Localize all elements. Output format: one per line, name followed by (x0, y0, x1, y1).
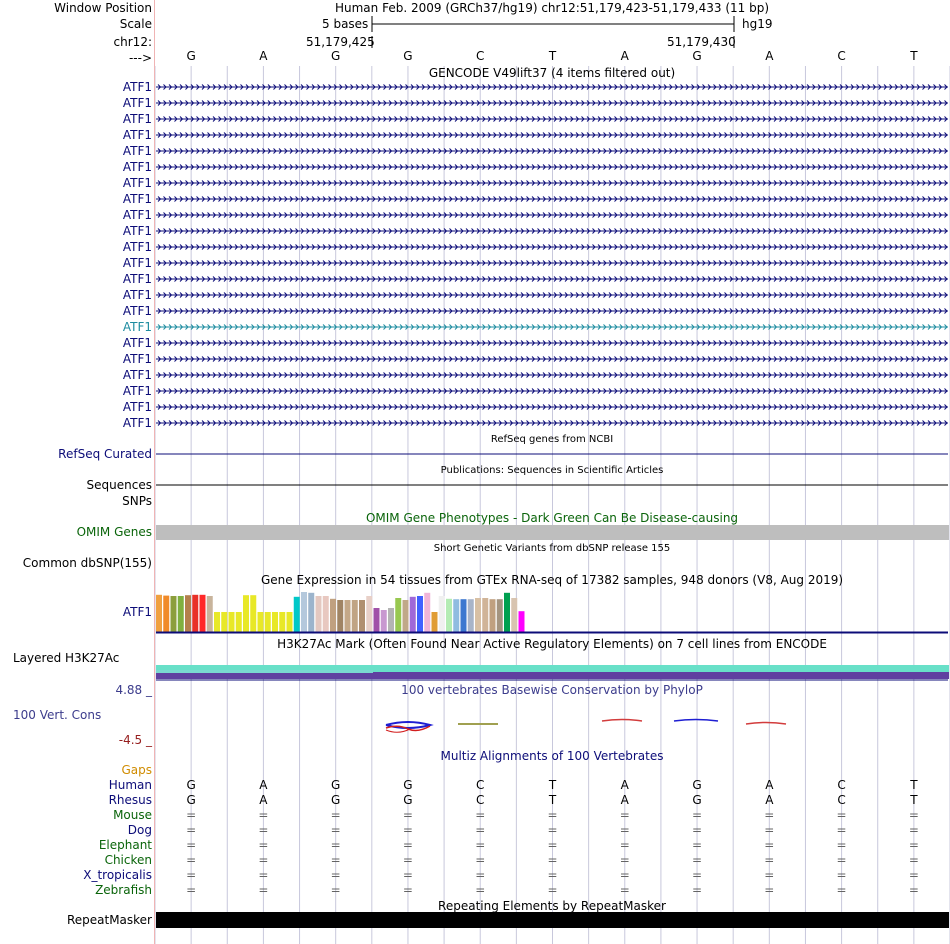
alignment-base: = (836, 883, 847, 897)
window-position-label: Window Position (54, 1, 152, 15)
base-letter: G (186, 49, 196, 63)
alignment-base: = (836, 838, 847, 852)
gtex-bar (519, 611, 525, 632)
cons-track-title: 100 vertebrates Basewise Conservation by PhyloP (401, 683, 703, 697)
alignment-base: = (908, 838, 919, 852)
gencode-gene-label[interactable]: ATF1 (122, 208, 152, 222)
base-letter: G (331, 49, 341, 63)
alignment-base: = (692, 808, 703, 822)
omim-track-title: OMIM Gene Phenotypes - Dark Green Can Be Disease-causing (365, 511, 739, 525)
alignment-base: = (764, 853, 775, 867)
species-label[interactable]: Rhesus (108, 793, 152, 807)
alignment-base: T (548, 793, 557, 807)
alignment-base: = (547, 823, 558, 837)
gtex-bar (468, 599, 474, 632)
gencode-gene-label[interactable]: ATF1 (122, 320, 152, 334)
alignment-base: G (692, 778, 702, 792)
alignment-base: = (908, 808, 919, 822)
gtex-bar (214, 612, 220, 632)
species-label[interactable]: Human (108, 778, 152, 792)
gencode-gene-label[interactable]: ATF1 (122, 176, 152, 190)
cons-mark (386, 729, 410, 732)
gaps-label[interactable]: Gaps (121, 763, 152, 777)
gtex-bar (178, 596, 184, 632)
gtex-bar (482, 598, 488, 632)
alignment-base: = (619, 883, 630, 897)
gtex-bar (374, 608, 380, 632)
alignment-base: = (908, 868, 919, 882)
gtex-track-title: Gene Expression in 54 tissues from GTEx RNA-seq of 17382 samples, 948 donors (V8, Aug 2019) (260, 573, 844, 587)
gtex-bar (330, 599, 336, 632)
cons-max-label: 4.88 _ (115, 683, 152, 697)
gtex-bar (439, 596, 445, 632)
gencode-gene-label[interactable]: ATF1 (122, 144, 152, 158)
gtex-bar (229, 612, 235, 632)
gtex-bar (432, 612, 438, 632)
snps-track-label[interactable]: SNPs (122, 494, 152, 508)
gtex-bar (403, 600, 409, 632)
alignment-base: = (475, 808, 486, 822)
species-label[interactable]: Elephant (98, 838, 152, 852)
alignment-base: = (402, 808, 413, 822)
base-letter: T (548, 49, 557, 63)
alignment-base: = (764, 808, 775, 822)
gtex-bar (352, 600, 358, 632)
gtex-bar (461, 599, 467, 632)
dbsnp-track-title: Short Genetic Variants from dbSNP release 155 (433, 543, 671, 554)
alignment-base: = (619, 808, 630, 822)
gencode-gene-label[interactable]: ATF1 (122, 96, 152, 110)
alignment-base: A (620, 793, 629, 807)
alignment-base: = (547, 883, 558, 897)
alignment-base: G (331, 778, 341, 792)
alignment-base: A (259, 793, 268, 807)
gencode-gene-label[interactable]: ATF1 (122, 288, 152, 302)
gencode-gene-label[interactable]: ATF1 (122, 400, 152, 414)
alignment-base: T (910, 793, 918, 807)
gencode-gene-label[interactable]: ATF1 (122, 192, 152, 206)
gencode-gene-label[interactable]: ATF1 (122, 224, 152, 238)
alignment-base: = (402, 823, 413, 837)
gencode-gene-label[interactable]: ATF1 (122, 368, 152, 382)
gtex-bar (308, 593, 314, 632)
gtex-bar (258, 612, 264, 632)
alignment-base: = (186, 883, 197, 897)
omim-track-label[interactable]: OMIM Genes (76, 525, 152, 539)
alignment-base: = (908, 883, 919, 897)
alignment-base: = (258, 883, 269, 897)
alignment-base: = (764, 823, 775, 837)
alignment-base: = (619, 853, 630, 867)
omim-bar (156, 525, 949, 540)
gtex-bar (250, 595, 256, 632)
gtex-bar (381, 610, 387, 632)
alignment-base: T (910, 778, 918, 792)
gtex-bar (192, 595, 198, 632)
alignment-base: = (475, 853, 486, 867)
gencode-track-title: GENCODE V49lift37 (4 items filtered out) (428, 66, 676, 80)
base-letter: C (476, 49, 485, 63)
gtex-bar (497, 599, 503, 632)
h3k27ac-track-title: H3K27Ac Mark (Often Found Near Active Regulatory Elements) on 7 cell lines from ENCODE (277, 637, 827, 651)
alignment-base: = (547, 838, 558, 852)
alignment-base: G (403, 793, 413, 807)
gtex-bar (337, 600, 343, 632)
gencode-gene-label[interactable]: ATF1 (122, 416, 152, 430)
alignment-base: = (330, 808, 341, 822)
coord-right: 51,179,430 (667, 35, 736, 49)
gtex-bar (221, 612, 227, 632)
alignment-base: = (619, 868, 630, 882)
repeatmasker-bar (156, 912, 949, 928)
repeatmasker-track-label[interactable]: RepeatMasker (66, 913, 152, 927)
cons-mark (674, 720, 718, 722)
dbsnp-track-label[interactable]: Common dbSNP(155) (22, 556, 152, 570)
alignment-base: = (475, 838, 486, 852)
gtex-bar (475, 598, 481, 632)
alignment-base: = (258, 823, 269, 837)
chrom-label: chr12: (113, 35, 152, 49)
gtex-bar (200, 595, 206, 632)
alignment-base: G (692, 793, 702, 807)
alignment-base: = (475, 868, 486, 882)
refseq-track-title: RefSeq genes from NCBI (490, 434, 614, 445)
assembly-text: hg19 (742, 17, 773, 31)
alignment-base: A (765, 778, 774, 792)
alignment-base: G (403, 778, 413, 792)
alignment-base: = (258, 868, 269, 882)
publications-track-title: Publications: Sequences in Scientific Articles (440, 465, 664, 476)
base-letter: C (837, 49, 846, 63)
alignment-base: = (402, 883, 413, 897)
alignment-base: = (186, 808, 197, 822)
gtex-bar (323, 596, 329, 632)
alignment-base: = (764, 883, 775, 897)
alignment-base: = (402, 868, 413, 882)
gencode-gene-label[interactable]: ATF1 (122, 256, 152, 270)
species-label[interactable]: X_tropicalis (83, 868, 152, 882)
position-text: Human Feb. 2009 (GRCh37/hg19) chr12:51,179,423-51,179,433 (11 bp) (334, 1, 770, 15)
base-letter: T (910, 49, 918, 63)
gencode-gene-label[interactable]: ATF1 (122, 112, 152, 126)
h3k27ac-layer-purple (156, 672, 949, 679)
gencode-gene-label[interactable]: ATF1 (122, 160, 152, 174)
gtex-bar (294, 597, 300, 632)
gencode-gene-label[interactable]: ATF1 (122, 80, 152, 94)
species-label[interactable]: Zebrafish (95, 883, 152, 897)
gtex-bar (207, 596, 213, 632)
alignment-base: = (836, 808, 847, 822)
gtex-bar (163, 596, 169, 632)
h3k27ac-layer-light (156, 670, 373, 673)
alignment-base: G (331, 793, 341, 807)
alignment-base: T (548, 778, 557, 792)
gtex-bar (446, 599, 452, 632)
conservation-marks (386, 720, 786, 733)
gencode-gene-label[interactable]: ATF1 (122, 352, 152, 366)
base-letter: G (403, 49, 413, 63)
alignment-base: = (908, 823, 919, 837)
gtex-bar (287, 612, 293, 632)
cons-track-label[interactable]: 100 Vert. Cons (13, 708, 102, 722)
alignment-base: = (692, 823, 703, 837)
gtex-bar (236, 612, 242, 632)
base-letter: G (692, 49, 702, 63)
gtex-gene-label[interactable]: ATF1 (122, 605, 152, 619)
base-letter: A (620, 49, 629, 63)
alignment-base: = (330, 823, 341, 837)
alignment-base: = (330, 883, 341, 897)
alignment-base: C (837, 778, 846, 792)
gtex-bar (453, 599, 459, 632)
gtex-bar (156, 595, 162, 632)
alignment-base: = (836, 868, 847, 882)
gtex-bar (171, 596, 177, 632)
gtex-bar (345, 600, 351, 632)
alignment-base: A (259, 778, 268, 792)
alignment-base: C (476, 778, 485, 792)
alignment-base: = (764, 838, 775, 852)
alignment-base: = (258, 808, 269, 822)
h3k27ac-track-label[interactable]: Layered H3K27Ac (13, 651, 120, 665)
alignment-base: = (258, 838, 269, 852)
alignment-base: = (475, 823, 486, 837)
species-label[interactable]: Mouse (113, 808, 152, 822)
gtex-bar (490, 599, 496, 632)
gtex-bar (511, 598, 517, 632)
gtex-bar (359, 600, 365, 632)
alignment-base: = (547, 853, 558, 867)
gtex-bar (424, 593, 430, 632)
alignment-base: = (186, 823, 197, 837)
alignment-base: = (330, 853, 341, 867)
alignment-base: = (692, 838, 703, 852)
gencode-gene-label[interactable]: ATF1 (122, 240, 152, 254)
alignment-base: = (764, 868, 775, 882)
alignment-base: = (547, 808, 558, 822)
species-label[interactable]: Chicken (104, 853, 152, 867)
coord-left: 51,179,425 (306, 35, 375, 49)
alignment-base: = (186, 853, 197, 867)
gtex-bar (243, 595, 249, 632)
alignment-base: = (186, 838, 197, 852)
gtex-bar (301, 592, 307, 632)
alignment-base: = (330, 868, 341, 882)
gtex-bar (410, 597, 416, 632)
alignment-base: C (476, 793, 485, 807)
gtex-bar (388, 608, 394, 632)
alignment-base: G (186, 793, 196, 807)
multiz-track-title: Multiz Alignments of 100 Vertebrates (440, 749, 664, 763)
cons-mark (746, 723, 786, 725)
alignment-base: G (186, 778, 196, 792)
alignment-base: = (330, 838, 341, 852)
gencode-gene-label[interactable]: ATF1 (122, 272, 152, 286)
alignment-base: A (765, 793, 774, 807)
publications-track-label[interactable]: Sequences (86, 478, 152, 492)
gtex-bar (366, 596, 372, 632)
gtex-bars (156, 592, 525, 632)
alignment-base: = (619, 823, 630, 837)
base-letter: A (765, 49, 774, 63)
cons-mark (602, 720, 642, 722)
gencode-gene-label[interactable]: ATF1 (122, 128, 152, 142)
base-letter: A (259, 49, 268, 63)
alignment-base: = (402, 853, 413, 867)
gtex-bar (417, 596, 423, 632)
gtex-bar (272, 612, 278, 632)
gtex-bar (185, 595, 191, 632)
species-label[interactable]: Dog (127, 823, 152, 837)
scale-text: 5 bases (322, 17, 369, 31)
cons-min-label: -4.5 _ (118, 733, 152, 747)
repeatmasker-track-title: Repeating Elements by RepeatMasker (438, 899, 666, 913)
alignment-base: = (908, 853, 919, 867)
gtex-bar (395, 598, 401, 632)
alignment-base: = (547, 868, 558, 882)
alignment-base: A (620, 778, 629, 792)
gtex-bar (279, 612, 285, 632)
alignment-base: = (836, 853, 847, 867)
alignment-base: = (692, 853, 703, 867)
alignment-base: = (692, 868, 703, 882)
strand-label: ---> (128, 51, 152, 65)
alignment-base: = (619, 838, 630, 852)
gtex-bar (265, 612, 271, 632)
scale-label: Scale (119, 17, 152, 31)
gtex-bar (316, 596, 322, 632)
gencode-gene-label[interactable]: ATF1 (122, 304, 152, 318)
alignment-base: = (475, 883, 486, 897)
alignment-base: = (692, 883, 703, 897)
gtex-bar (504, 593, 510, 632)
gencode-gene-label[interactable]: ATF1 (122, 336, 152, 350)
alignment-base: = (258, 853, 269, 867)
alignment-base: = (402, 838, 413, 852)
alignment-base: = (186, 868, 197, 882)
alignment-base: C (837, 793, 846, 807)
alignment-base: = (836, 823, 847, 837)
gencode-gene-label[interactable]: ATF1 (122, 384, 152, 398)
refseq-track-label[interactable]: RefSeq Curated (58, 447, 152, 461)
